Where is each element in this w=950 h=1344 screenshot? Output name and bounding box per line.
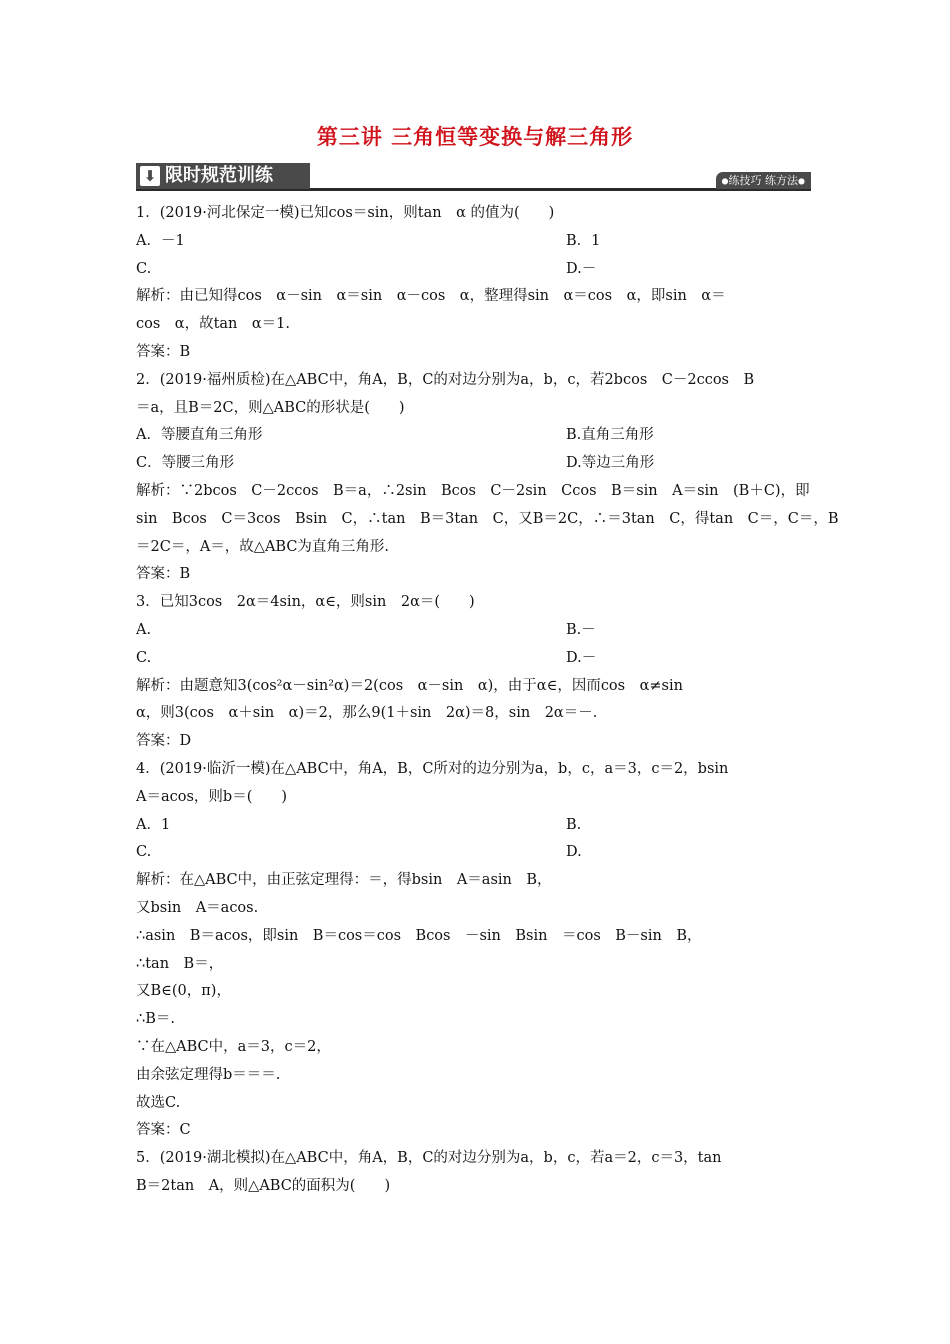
text-line: B＝2tan A，则△ABC的面积为( ) [136, 1177, 391, 1194]
banner-left-label: 限时规范训练 [165, 165, 273, 186]
text-line: 3．已知3cos 2α＝4sin，α∈，则sin 2α＝( ) [136, 594, 475, 611]
option-right: B．1 [566, 232, 601, 249]
answer-options-row [136, 839, 814, 867]
text-line: sin Bcos C＝3cos Bsin C，∴tan B＝3tan C，又B＝2C，∴＝3tan C，得tan C＝，C＝，B [136, 510, 839, 527]
text-line: 答案：B [136, 566, 191, 583]
text-line: 4．(2019·临沂一模)在△ABC中，角A，B，C所对的边分别为a，b，c，a＝3，c＝2，bsin [136, 760, 729, 777]
text-line: 又bsin A＝acos. [136, 899, 259, 916]
text-line: 解析：由题意知3(cos²α－sin²α)＝2(cos α－sin α)，由于α∈，因而cos α≠sin [136, 677, 683, 694]
banner-right-tab [716, 172, 811, 189]
answer-options-row [136, 422, 814, 450]
answer-options-row [136, 256, 814, 284]
down-arrow-icon: ⬇ [140, 166, 160, 186]
text-line: ∴B＝. [136, 1011, 175, 1028]
banner-right-label: 练技巧 练方法 [728, 174, 799, 187]
text-line: cos α，故tan α＝1. [136, 316, 291, 333]
answer-options-row [136, 617, 814, 645]
text-line: 又B∈(0，π)， [136, 983, 231, 1000]
bullet-icon: ● [721, 176, 729, 186]
text-line: α，则3(cos α＋sin α)＝2，那么9(1＋sin 2α)＝8，sin 2α＝－. [136, 705, 598, 722]
option-right: D. [566, 844, 582, 861]
option-right: D.等边三角形 [566, 455, 655, 472]
text-line: 1．(2019·河北保定一模)已知cos＝sin，则tan α 的值为( ) [136, 205, 555, 221]
option-left: C. [136, 260, 152, 277]
text-line: A＝acos，则b＝( ) [136, 788, 288, 805]
text-line: 2．(2019·福州质检)在△ABC中，角A，B，C的对边分别为a，b，c，若2bcos C－2ccos B [136, 371, 755, 388]
page-title: 第三讲 三角恒等变换与解三角形 [316, 125, 634, 149]
question-content [136, 200, 839, 1201]
text-line: 解析：∵2bcos C－2ccos B＝a，∴2sin Bcos C－2sin Ccos B＝sin A＝sin (B＋C)，即 [136, 482, 810, 499]
answer-options-row [136, 812, 814, 840]
bullet-icon: ● [798, 176, 805, 186]
text-line: 解析：由已知得cos α－sin α＝sin α－cos α，整理得sin α＝cos α，即sin α＝ [136, 288, 726, 305]
answer-options-row [136, 450, 814, 478]
option-left: A．等腰直角三角形 [136, 427, 263, 444]
option-left: C．等腰三角形 [136, 455, 235, 472]
text-line: ＝a，且B＝2C，则△ABC的形状是( ) [136, 399, 405, 416]
text-line: ＝2C＝，A＝，故△ABC为直角三角形. [136, 538, 390, 555]
section-banner [136, 163, 811, 193]
option-left: A. [136, 621, 152, 638]
text-line: 答案：D [136, 733, 192, 750]
option-left: C. [136, 844, 152, 861]
text-line: 答案：B [136, 343, 191, 360]
text-line: 答案：C [136, 1122, 191, 1139]
text-line: 5．(2019·湖北模拟)在△ABC中，角A，B，C的对边分别为a，b，c，若a＝2，c＝3，tan [136, 1150, 722, 1167]
text-line: ∴asin B＝acos，即sin B＝cos＝cos Bcos －sin Bsin ＝cos B－sin B， [136, 927, 702, 944]
option-left: C. [136, 649, 152, 666]
option-right: D.－ [566, 649, 597, 666]
option-left: A．1 [136, 816, 171, 833]
banner-left-tab [136, 163, 310, 189]
text-line: ∴tan B＝， [136, 955, 224, 972]
text-line: ∵在△ABC中，a＝3，c＝2， [136, 1038, 331, 1055]
option-right: B. [566, 816, 582, 833]
option-right: B.直角三角形 [566, 427, 654, 444]
text-line: 由余弦定理得b＝＝＝. [136, 1066, 281, 1083]
answer-options-row [136, 228, 814, 256]
text-line: 故选C. [136, 1094, 181, 1111]
text-line: 解析：在△ABC中，由正弦定理得：＝，得bsin A＝asin B， [136, 872, 552, 889]
option-left: A．－1 [136, 232, 185, 249]
option-right: D.－ [566, 260, 597, 277]
option-right: B.－ [566, 621, 596, 638]
answer-options-row [136, 645, 814, 673]
